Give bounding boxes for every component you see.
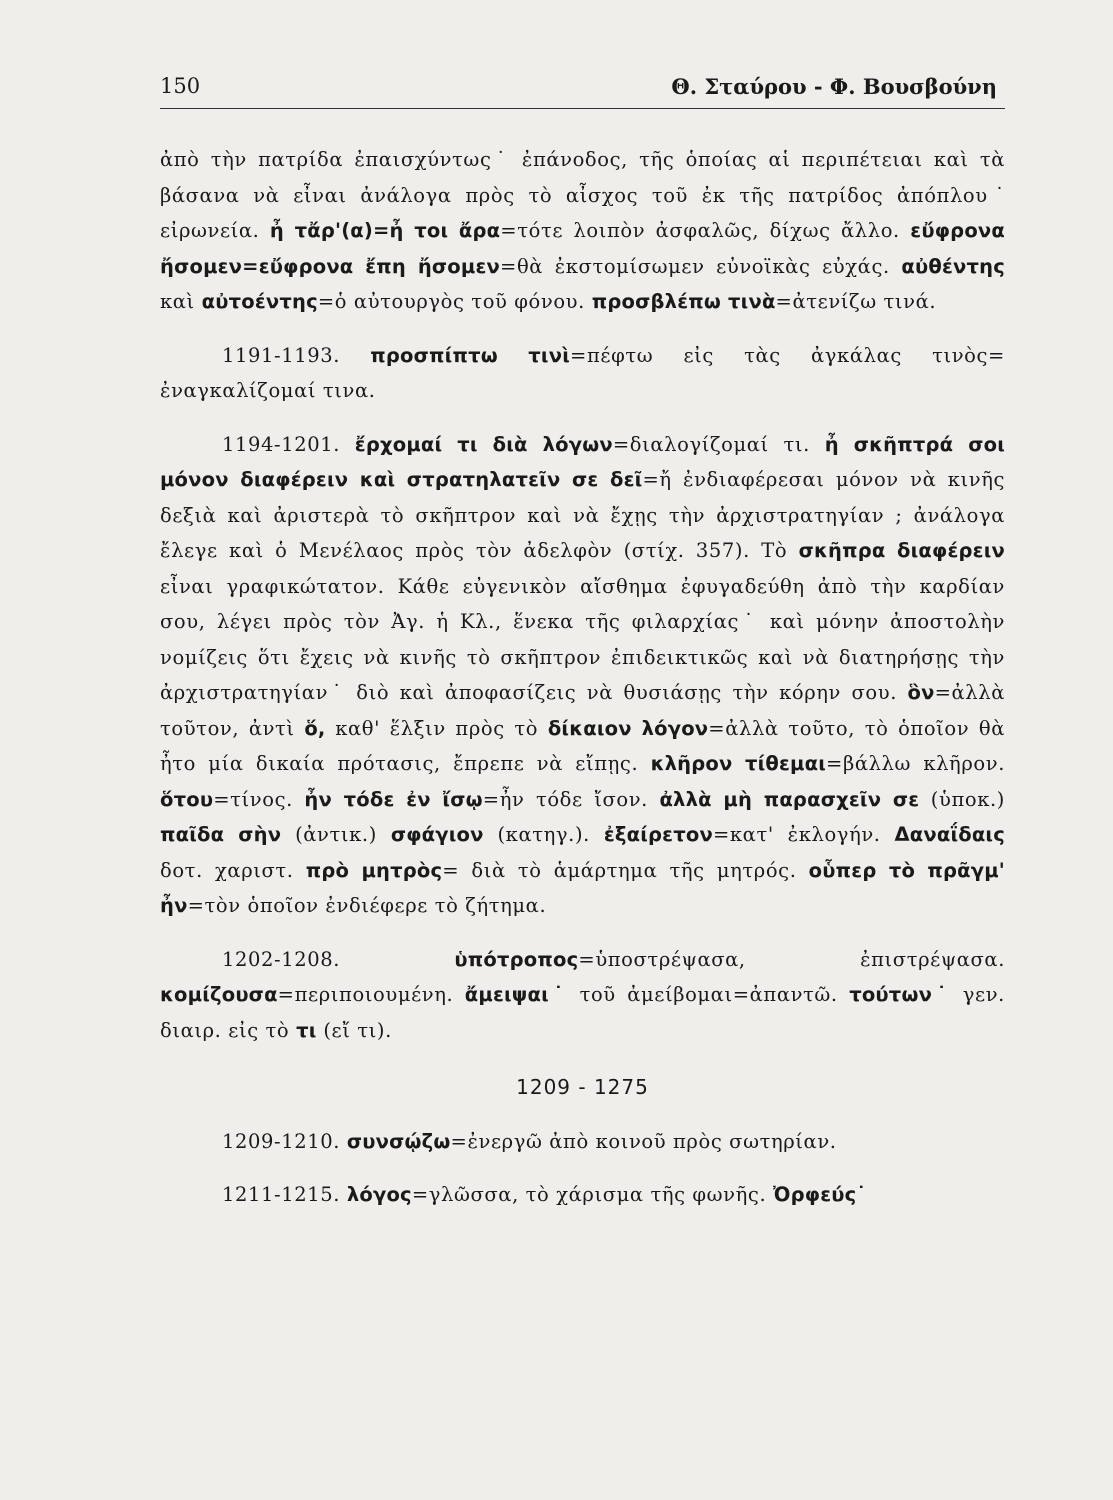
lemma: ὑπότροπος <box>454 947 579 971</box>
page-number: 150 <box>160 74 201 98</box>
lemma: ὅ, <box>304 716 326 740</box>
text-run: =τίνος. <box>213 787 305 811</box>
paragraph-gap <box>160 1048 1005 1066</box>
header-rule <box>160 108 1005 109</box>
text-run: (ὑποκ.) <box>919 787 1006 811</box>
commentary-text <box>160 142 1005 1213</box>
text-run: =ἤ ἐνδιαφέρεσαι μόνον νὰ κινῆς δεξιὰ καὶ ἀριστερὰ τὸ σκῆπτρον καὶ νὰ ἔχῃς τὴν ἀρχιστρατηγίαν ; ἀνάλογα ἔλεγε καὶ ὁ Μενέλαος πρὸς τὸν ἀδελφὸν (στίχ. 357). Τὸ <box>160 468 1005 562</box>
lemma: τούτων˙ <box>849 983 952 1006</box>
section-heading: 1209 - 1275 <box>516 1075 649 1099</box>
text-run: (ἀντικ.) <box>281 823 391 846</box>
lemma: δίκαιον λόγον <box>547 716 709 740</box>
paragraph-p3 <box>160 427 1005 924</box>
text-run: =βάλλω κλῆρον. <box>826 752 1005 775</box>
paragraph-gap <box>160 320 1005 338</box>
lemma: συνσῴζω <box>346 1129 451 1153</box>
lemma: αὐτοέντης <box>201 290 318 313</box>
paragraph-gap <box>160 924 1005 942</box>
paragraph-p5 <box>160 1124 1005 1160</box>
verse-range: 1209-1210. <box>222 1129 347 1153</box>
text-run: =ἀλλὰ τοῦτον, ἀντὶ <box>160 681 1005 740</box>
text-run: =ἐνεργῶ ἀπὸ κοινοῦ πρὸς σωτηρίαν. <box>450 1129 837 1153</box>
lemma: σκῆπρα διαφέρειν <box>798 539 1005 562</box>
text-run: εἶναι γραφικώτατον. Κάθε εὐγενικὸν αἴσθημα ἐφυγαδεύθη ἀπὸ τὴν καρδίαν σου, λέγει πρὸς τὸν Ἀγ. ἡ Κλ., ἕνεκα τῆς φιλαρχίας˙ καὶ μόνην ἀποστολὴν νομίζεις ὅτι ἔχεις νὰ κινῆς τὸ σκῆπτρον ἐπιδεικτικῶς καὶ νὰ διατηρήσῃς τὴν ἀρχιστρατηγίαν˙ διὸ καὶ ἀποφασίζεις νὰ θυσιάσῃς τὴν κόρην σου. <box>160 574 1005 704</box>
lemma: ἀλλὰ μὴ παρασχεῖν σε <box>659 787 920 811</box>
text-run: =τότε λοιπὸν ἀσφαλῶς, δίχως ἄλλο. <box>500 219 911 242</box>
text-run: =γλῶσσα, τὸ χάρισμα τῆς φωνῆς. <box>411 1183 774 1206</box>
text-run: =ὁ αὐτουργὸς τοῦ φόνου. <box>317 290 592 313</box>
lemma: ἐξαίρετον <box>603 823 713 846</box>
text-run: =διαλογίζομαί τι. <box>612 432 825 456</box>
text-run: =περιποιουμένη. <box>277 983 465 1006</box>
text-run: =τὸν ὁποῖον ἐνδιέφερε τὸ ζήτημα. <box>187 894 547 917</box>
lemma: Δαναΐδαις <box>894 823 1005 846</box>
text-run: =ἦν τόδε ἴσον. <box>482 787 660 811</box>
paragraph-p4 <box>160 942 1005 1049</box>
lemma: προσβλέπω τινὰ <box>591 290 776 313</box>
text-run: καθ' ἕλξιν πρὸς τὸ <box>325 716 548 740</box>
text-run: =κατ' ἐκλογήν. <box>712 823 895 846</box>
text-run: =πέφτω εἰς τὰς ἀγκάλας τινὸς= ἐναγκαλίζομαί τινα. <box>160 343 1005 402</box>
lemma: ἄμειψαι˙ <box>464 983 569 1006</box>
page-header <box>160 74 1005 104</box>
verse-range: 1202-1208. <box>222 947 455 971</box>
lemma: λόγος <box>346 1183 412 1206</box>
lemma: παῖδα σὴν <box>160 823 282 846</box>
text-run: δοτ. χαριστ. <box>160 858 306 882</box>
text-run: (εἴ τι). <box>316 1018 392 1042</box>
lemma: ἦν τόδε ἐν ἴσῳ <box>304 787 483 811</box>
lemma: ἔρχομαί τι διὰ λόγων <box>354 432 613 456</box>
lemma: εὔφρονα ἤσομεν=εὔφρονα ἔπη ἤσομεν <box>160 219 1006 278</box>
lemma: Ὀρφεύς˙ <box>773 1183 867 1206</box>
text-run: καὶ <box>160 290 202 313</box>
text-run: γεν. διαιρ. εἰς τὸ <box>160 983 1005 1042</box>
text-run: (κατηγ.). <box>483 823 604 846</box>
paragraph-gap <box>160 1159 1005 1177</box>
paragraph-gap <box>160 409 1005 427</box>
lemma: ὅτου <box>160 787 214 811</box>
lemma: αὐθέντης <box>901 254 1006 278</box>
text-run: =ἀτενίζω τινά. <box>775 290 937 313</box>
lemma: προσπίπτω τινὶ <box>370 343 571 367</box>
lemma: κλῆρον τίθεμαι <box>650 752 827 775</box>
verse-range: 1211-1215. <box>222 1183 347 1206</box>
verse-range: 1191-1193. <box>222 343 371 367</box>
lemma: τι <box>296 1018 317 1042</box>
lemma: ὃν <box>907 681 935 704</box>
text-run: =θὰ ἐκστομίσωμεν εὐνοϊκὰς εὐχάς. <box>500 254 902 278</box>
paragraph-p1 <box>160 142 1005 320</box>
text-run: ἀπὸ τὴν πατρίδα ἐπαισχύντως˙ ἐπάνοδος, τῆς ὁποίας αἱ περιπέτειαι καὶ τὰ βάσανα νὰ εἶναι ἀνάλογα πρὸς τὸ αἶσχος τοῦ ἐκ τῆς πατρίδος ἀπόπλου˙ εἰρωνεία. <box>160 148 1005 242</box>
text-run: = διὰ τὸ ἁμάρτημα τῆς μητρός. <box>442 858 809 882</box>
text-run: τοῦ ἀμείβομαι=ἀπαντῶ. <box>568 983 850 1006</box>
running-head: Θ. Σταύρου - Φ. Βουσβούνη <box>671 74 997 99</box>
paragraph-p6 <box>160 1177 1005 1213</box>
lemma: κομίζουσα <box>160 983 278 1006</box>
text-run: =ὑποστρέψασα, ἐπιστρέψασα. <box>578 947 1005 971</box>
paragraph-p2 <box>160 338 1005 409</box>
lemma: πρὸ μητρὸς <box>305 858 443 882</box>
lemma: οὗπερ τὸ πρᾶγμ' ἦν <box>160 858 1005 917</box>
text-run: =ἀλλὰ τοῦτο, τὸ ὁποῖον θὰ ἦτο μία δικαία πρότασις, ἔπρεπε νὰ εἴπῃς. <box>160 716 1005 775</box>
lemma: ἦ τἄρ'(α)=ἦ τοι ἄρα <box>269 219 501 242</box>
lemma: ἦ σκῆπτρά σοι μόνον διαφέρειν καὶ στρατηλατεῖν σε δεῖ <box>160 432 1006 491</box>
lemma: σφάγιον <box>390 823 484 846</box>
verse-range: 1194-1201. <box>222 432 355 456</box>
